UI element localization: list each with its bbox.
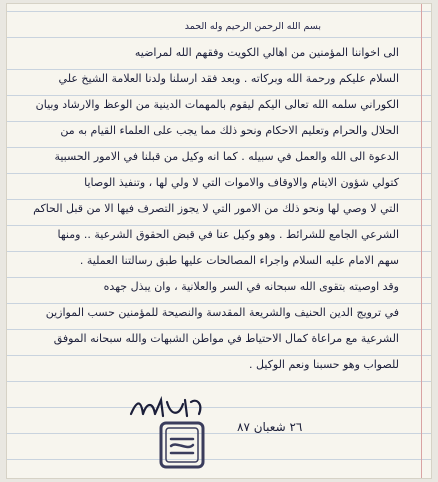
letter-line-12: الشرعية مع مراعاة كمال الاحتياط في مواطن الشبهات والله سبحانه الموفق bbox=[53, 332, 399, 345]
letter-page bbox=[6, 3, 432, 479]
letter-line-11: في ترويج الدين الحنيف والشريعة المقدسة والنصيحة للمؤمنين حسب الموازين bbox=[45, 306, 399, 319]
handwritten-signature bbox=[127, 394, 207, 422]
margin-rule bbox=[421, 4, 422, 478]
letter-date: ٢٦ شعبان ٨٧ bbox=[237, 420, 303, 434]
letter-line-9: سهم الامام عليه السلام واجراء المصالحات عليها طبق رسالتنا العملية . bbox=[79, 254, 399, 267]
letter-line-4: الحلال والحرام وتعليم الاحكام ونحو ذلك مما يجب على العلماء القيام به من bbox=[60, 124, 399, 137]
letter-line-10: وقد اوصيته بتقوى الله سبحانه في السر والعلانية ، وان يبذل جهده bbox=[103, 280, 399, 293]
letter-line-6: كتولي شؤون الايتام والاوقاف والاموات التي لا ولي لها ، وتنفيذ الوصايا bbox=[84, 176, 399, 189]
letter-line-13: للصواب وهو حسبنا ونعم الوكيل . bbox=[249, 358, 399, 371]
official-seal bbox=[157, 419, 207, 471]
letter-line-5: الدعوة الى الله والعمل في سبيله . كما انه وكيل من قبلنا في الامور الحسبية bbox=[54, 150, 399, 163]
letter-line-1: الى اخواننا المؤمنين من اهالي الكويت وفقهم الله لمراضيه bbox=[134, 46, 399, 59]
letter-line-8: الشرعي الجامع للشرائط . وهو وكيل عنا في قبض الحقوق الشرعية .. ومنها bbox=[57, 228, 399, 241]
basmala: بسم الله الرحمن الرحيم وله الحمد bbox=[184, 21, 321, 32]
letter-line-7: التي لا وصي لها ونحو ذلك من الامور التي لا يجوز التصرف فيها الا من قبل الحاكم bbox=[33, 202, 399, 215]
letter-line-3: الكوراني سلمه الله تعالى اليكم ليقوم بالمهمات الدينية من الوعظ والارشاد وبيان bbox=[35, 98, 399, 111]
letter-line-2: السلام عليكم ورحمة الله وبركاته . وبعد فقد ارسلنا ولدنا العلامة الشيخ علي bbox=[58, 72, 399, 85]
